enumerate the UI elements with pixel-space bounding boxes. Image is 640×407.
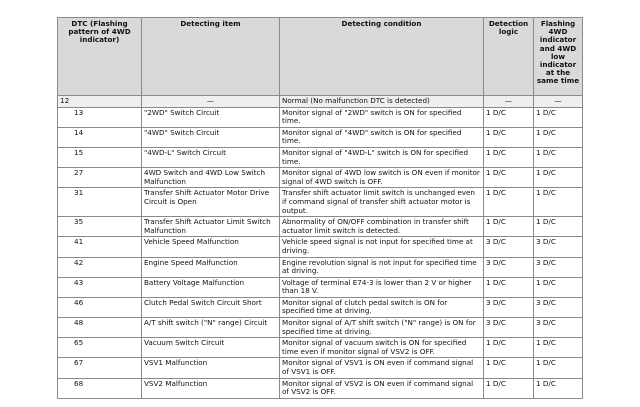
dtc-code: 14: [58, 127, 142, 147]
detection-logic: —: [484, 96, 534, 108]
header-flashing-indicator: Flashing 4WD indicator and 4WD low indicator at the same time: [534, 18, 583, 96]
flashing-indicator: 1 D/C: [534, 277, 583, 297]
detecting-item: Transfer Shift Actuator Limit Switch Malfunction: [142, 217, 280, 237]
detecting-item: "2WD" Switch Circuit: [142, 107, 280, 127]
detecting-item: Vehicle Speed Malfunction: [142, 237, 280, 257]
header-dtc: DTC (Flashing pattern of 4WD indicator): [58, 18, 142, 96]
detecting-item: Vacuum Switch Circuit: [142, 338, 280, 358]
detecting-item: A/T shift switch ("N" range) Circuit: [142, 318, 280, 338]
table-row: [58, 96, 583, 108]
detecting-condition: Transfer shift actuator limit switch is unchanged even if command signal of transfer shift actuator motor is output.: [280, 188, 484, 217]
detection-logic: 1 D/C: [484, 338, 534, 358]
flashing-indicator: 1 D/C: [534, 188, 583, 217]
flashing-indicator: 1 D/C: [534, 358, 583, 378]
dtc-code: 42: [58, 257, 142, 277]
flashing-indicator: 1 D/C: [534, 127, 583, 147]
detection-logic: 1 D/C: [484, 358, 534, 378]
detecting-condition: Abnormality of ON/OFF combination in transfer shift actuator limit switch is detected.: [280, 217, 484, 237]
detecting-condition: Normal (No malfunction DTC is detected): [280, 96, 484, 108]
dtc-code: 31: [58, 188, 142, 217]
detection-logic: 1 D/C: [484, 107, 534, 127]
detecting-condition: Monitor signal of VSV1 is ON even if command signal of VSV1 is OFF.: [280, 358, 484, 378]
detection-logic: 1 D/C: [484, 127, 534, 147]
table-row: [58, 188, 583, 217]
detecting-item: "4WD" Switch Circuit: [142, 127, 280, 147]
flashing-indicator: 1 D/C: [534, 338, 583, 358]
table-header-row: [58, 18, 583, 96]
dtc-code: 13: [58, 107, 142, 127]
detecting-condition: Monitor signal of "4WD-L" switch is ON for specified time.: [280, 147, 484, 167]
header-detecting-condition: Detecting condition: [280, 18, 484, 96]
flashing-indicator: 3 D/C: [534, 257, 583, 277]
flashing-indicator: 3 D/C: [534, 318, 583, 338]
table-row: [58, 127, 583, 147]
flashing-indicator: 1 D/C: [534, 217, 583, 237]
dtc-code: 27: [58, 168, 142, 188]
dtc-table-container: [57, 17, 583, 399]
detecting-item: VSV1 Malfunction: [142, 358, 280, 378]
detection-logic: 3 D/C: [484, 297, 534, 317]
flashing-indicator: 1 D/C: [534, 107, 583, 127]
dtc-code: 67: [58, 358, 142, 378]
detecting-condition: Monitor signal of clutch pedal switch is ON for specified time at driving.: [280, 297, 484, 317]
table-row: [58, 338, 583, 358]
detection-logic: 1 D/C: [484, 147, 534, 167]
table-row: [58, 358, 583, 378]
detection-logic: 1 D/C: [484, 168, 534, 188]
table-row: [58, 168, 583, 188]
flashing-indicator: 3 D/C: [534, 237, 583, 257]
dtc-code: 35: [58, 217, 142, 237]
table-row: [58, 318, 583, 338]
flashing-indicator: 3 D/C: [534, 297, 583, 317]
header-detection-logic: Detection logic: [484, 18, 534, 96]
table-row: [58, 237, 583, 257]
detecting-condition: Engine revolution signal is not input for specified time at driving.: [280, 257, 484, 277]
flashing-indicator: 1 D/C: [534, 147, 583, 167]
detection-logic: 1 D/C: [484, 188, 534, 217]
detecting-item: 4WD Switch and 4WD Low Switch Malfunction: [142, 168, 280, 188]
table-row: [58, 147, 583, 167]
detecting-item: VSV2 Malfunction: [142, 378, 280, 398]
detection-logic: 1 D/C: [484, 378, 534, 398]
detecting-condition: Vehicle speed signal is not input for specified time at driving.: [280, 237, 484, 257]
detection-logic: 3 D/C: [484, 318, 534, 338]
detecting-item: —: [142, 96, 280, 108]
table-row: [58, 217, 583, 237]
detecting-condition: Monitor signal of VSV2 is ON even if command signal of VSV2 is OFF.: [280, 378, 484, 398]
detecting-condition: Monitor signal of "2WD" switch is ON for specified time.: [280, 107, 484, 127]
flashing-indicator: —: [534, 96, 583, 108]
detecting-item: Clutch Pedal Switch Circuit Short: [142, 297, 280, 317]
dtc-table: [57, 17, 583, 399]
detecting-item: Battery Voltage Malfunction: [142, 277, 280, 297]
table-row: [58, 277, 583, 297]
table-row: [58, 107, 583, 127]
table-row: [58, 257, 583, 277]
flashing-indicator: 1 D/C: [534, 378, 583, 398]
detecting-item: Engine Speed Malfunction: [142, 257, 280, 277]
detecting-condition: Monitor signal of 4WD low switch is ON even if monitor signal of 4WD switch is OFF.: [280, 168, 484, 188]
table-row: [58, 378, 583, 398]
dtc-code: 43: [58, 277, 142, 297]
detecting-item: Transfer Shift Actuator Motor Drive Circuit is Open: [142, 188, 280, 217]
detecting-condition: Monitor signal of A/T shift switch ("N" range) is ON for specified time at driving.: [280, 318, 484, 338]
dtc-code: 48: [58, 318, 142, 338]
dtc-code: 12: [58, 96, 142, 108]
detection-logic: 3 D/C: [484, 257, 534, 277]
table-row: [58, 297, 583, 317]
detection-logic: 3 D/C: [484, 237, 534, 257]
detecting-condition: Voltage of terminal E74-3 is lower than 2 V or higher than 18 V.: [280, 277, 484, 297]
dtc-code: 65: [58, 338, 142, 358]
dtc-code: 41: [58, 237, 142, 257]
detecting-condition: Monitor signal of "4WD" switch is ON for specified time.: [280, 127, 484, 147]
dtc-code: 46: [58, 297, 142, 317]
dtc-code: 68: [58, 378, 142, 398]
dtc-code: 15: [58, 147, 142, 167]
flashing-indicator: 1 D/C: [534, 168, 583, 188]
detection-logic: 1 D/C: [484, 217, 534, 237]
detecting-item: "4WD-L" Switch Circuit: [142, 147, 280, 167]
header-detecting-item: Detecting item: [142, 18, 280, 96]
detection-logic: 1 D/C: [484, 277, 534, 297]
detecting-condition: Monitor signal of vacuum switch is ON for specified time even if monitor signal of VSV2 is OFF.: [280, 338, 484, 358]
